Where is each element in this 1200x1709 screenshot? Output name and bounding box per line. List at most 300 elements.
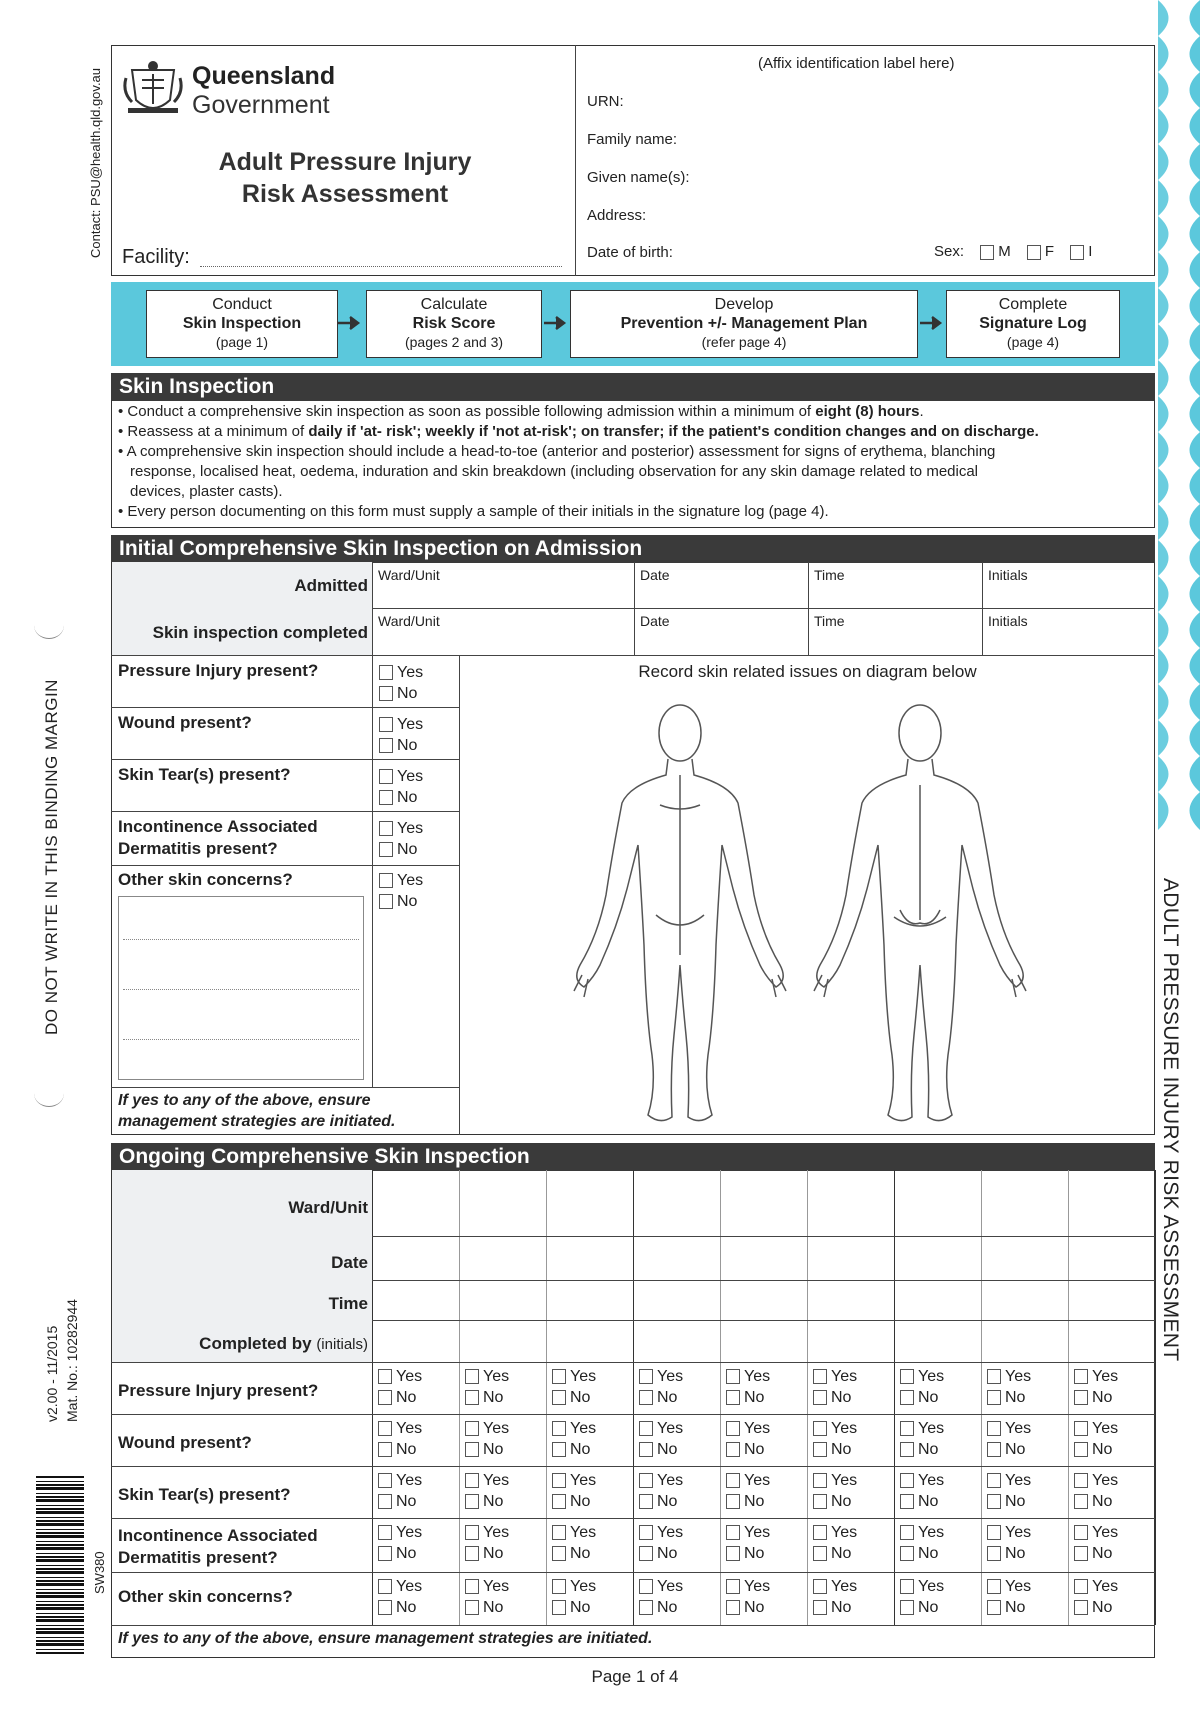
- no-label: No: [744, 1389, 765, 1406]
- yes-label: Yes: [1005, 1368, 1032, 1385]
- ongoing-time-label: Time: [328, 1294, 368, 1313]
- ongoing-wound-options: [726, 1418, 770, 1460]
- ongoing-pressure-injury-yes-checkbox[interactable]: [465, 1369, 479, 1384]
- ongoing-other-no-checkbox[interactable]: [813, 1600, 827, 1615]
- ongoing-other-no-checkbox[interactable]: [900, 1600, 914, 1615]
- ongoing-other-yes-checkbox[interactable]: [378, 1579, 392, 1594]
- admitted-ward-unit-field[interactable]: Ward/Unit: [378, 567, 440, 583]
- ongoing-other-options: [726, 1576, 770, 1618]
- yes-label: Yes: [744, 1578, 771, 1595]
- ongoing-skin-tear-yes-checkbox[interactable]: [726, 1473, 740, 1488]
- ongoing-skin-tear-no-checkbox[interactable]: [1074, 1494, 1088, 1509]
- instruction-4: • Every person documenting on this form must supply a sample of their initials in the signature log (page 4).: [118, 503, 829, 520]
- yes-label: Yes: [918, 1368, 945, 1385]
- ongoing-pressure-injury-options: [639, 1366, 683, 1408]
- ongoing-other-no-checkbox[interactable]: [987, 1600, 1001, 1615]
- no-label: No: [397, 789, 418, 806]
- yes-label: Yes: [483, 1524, 510, 1541]
- ongoing-pressure-injury-options: [726, 1366, 770, 1408]
- ongoing-skin-tear-options: [552, 1470, 596, 1512]
- no-label: No: [1005, 1545, 1026, 1562]
- no-label: No: [744, 1599, 765, 1616]
- ongoing-iad-label: [118, 1525, 318, 1569]
- ongoing-pressure-injury-no-checkbox[interactable]: [900, 1390, 914, 1405]
- ongoing-iad-options: [813, 1522, 857, 1564]
- ongoing-wound-yes-checkbox[interactable]: [639, 1421, 653, 1436]
- dob-label: Date of birth:: [587, 244, 673, 261]
- sex-label: Sex:: [934, 243, 965, 260]
- initial-skin-tear-label: Skin Tear(s) present?: [118, 765, 291, 784]
- yes-label: Yes: [918, 1472, 945, 1489]
- ongoing-wound-label: Wound present?: [118, 1433, 252, 1452]
- initial-pi-no-checkbox[interactable]: [379, 686, 393, 701]
- no-label: No: [831, 1441, 852, 1458]
- ongoing-wound-no-checkbox[interactable]: [552, 1442, 566, 1457]
- ongoing-pressure-injury-yes-checkbox[interactable]: [552, 1369, 566, 1384]
- ongoing-iad-no-checkbox[interactable]: [1074, 1546, 1088, 1561]
- no-label: No: [657, 1493, 678, 1510]
- no-label: No: [657, 1545, 678, 1562]
- sex-m-checkbox[interactable]: [980, 245, 994, 260]
- facility-field[interactable]: [200, 265, 562, 267]
- instruction-1: • Conduct a comprehensive skin inspection as soon as possible following admission within a minimum of eight (8) hours.: [118, 403, 924, 420]
- no-label: No: [396, 1389, 417, 1406]
- no-label: No: [831, 1599, 852, 1616]
- yes-label: Yes: [918, 1578, 945, 1595]
- ongoing-other-no-checkbox[interactable]: [639, 1600, 653, 1615]
- ongoing-pressure-injury-no-checkbox[interactable]: [813, 1390, 827, 1405]
- completed-date-field[interactable]: Date: [640, 613, 670, 629]
- no-label: No: [570, 1441, 591, 1458]
- no-label: No: [397, 893, 418, 910]
- ongoing-iad-yes-checkbox[interactable]: [1074, 1525, 1088, 1540]
- yes-label: Yes: [657, 1420, 684, 1437]
- ongoing-iad-no-checkbox[interactable]: [552, 1546, 566, 1561]
- ongoing-skin-tear-options: [1074, 1470, 1118, 1512]
- ongoing-wound-options: [465, 1418, 509, 1460]
- ongoing-pressure-injury-yes-checkbox[interactable]: [900, 1369, 914, 1384]
- ongoing-pressure-injury-yes-checkbox[interactable]: [726, 1369, 740, 1384]
- ongoing-pressure-injury-no-checkbox[interactable]: [378, 1390, 392, 1405]
- no-label: No: [918, 1545, 939, 1562]
- ongoing-wound-yes-checkbox[interactable]: [987, 1421, 1001, 1436]
- yes-label: Yes: [483, 1472, 510, 1489]
- initial-wound-no-checkbox[interactable]: [379, 738, 393, 753]
- ongoing-iad-options: [552, 1522, 596, 1564]
- no-label: No: [483, 1493, 504, 1510]
- no-label: No: [483, 1599, 504, 1616]
- yes-label: Yes: [831, 1472, 858, 1489]
- ongoing-wound-options: [1074, 1418, 1118, 1460]
- ongoing-other-options: [987, 1576, 1031, 1618]
- form-title: [120, 146, 570, 210]
- initial-other-yes-checkbox[interactable]: [379, 873, 393, 888]
- yes-label: Yes: [1092, 1368, 1119, 1385]
- sex-field: [934, 243, 1092, 260]
- ongoing-skin-tear-yes-checkbox[interactable]: [1074, 1473, 1088, 1488]
- ongoing-skin-tear-yes-checkbox[interactable]: [900, 1473, 914, 1488]
- ongoing-other-concerns-label: Other skin concerns?: [118, 1587, 293, 1606]
- sex-i-checkbox[interactable]: [1070, 245, 1084, 260]
- instruction-3-cont2: devices, plaster casts).: [130, 483, 283, 500]
- ongoing-wound-yes-checkbox[interactable]: [813, 1421, 827, 1436]
- step-management-plan: [570, 290, 918, 358]
- ongoing-wound-options: [900, 1418, 944, 1460]
- no-label: No: [1092, 1599, 1113, 1616]
- ongoing-pressure-injury-no-checkbox[interactable]: [552, 1390, 566, 1405]
- step4-top: Complete: [998, 296, 1068, 313]
- ongoing-other-options: [552, 1576, 596, 1618]
- ongoing-iad-no-checkbox[interactable]: [639, 1546, 653, 1561]
- ongoing-other-options: [465, 1576, 509, 1618]
- ongoing-iad-options: [900, 1522, 944, 1564]
- ongoing-iad-yes-checkbox[interactable]: [465, 1525, 479, 1540]
- yes-label: Yes: [1092, 1472, 1119, 1489]
- ongoing-other-no-checkbox[interactable]: [378, 1600, 392, 1615]
- ongoing-skin-tear-no-checkbox[interactable]: [813, 1494, 827, 1509]
- initial-iad-label-line2: Dermatitis present?: [118, 839, 278, 858]
- no-label: No: [570, 1545, 591, 1562]
- ongoing-wound-options: [552, 1418, 596, 1460]
- ongoing-pressure-injury-no-checkbox[interactable]: [639, 1390, 653, 1405]
- ongoing-pressure-injury-options: [900, 1366, 944, 1408]
- initial-pressure-injury-options: [379, 662, 423, 704]
- sex-f-checkbox[interactable]: [1027, 245, 1041, 260]
- yes-label: Yes: [744, 1524, 771, 1541]
- ongoing-wound-yes-checkbox[interactable]: [552, 1421, 566, 1436]
- arrow-icon: [544, 314, 570, 332]
- ongoing-ward-unit-label: Ward/Unit: [288, 1198, 368, 1217]
- no-label: No: [396, 1441, 417, 1458]
- ongoing-other-options: [639, 1576, 683, 1618]
- punch-hole-bottom: [34, 1080, 64, 1107]
- initial-st-yes-checkbox[interactable]: [379, 769, 393, 784]
- ongoing-pressure-injury-options: [465, 1366, 509, 1408]
- yes-label: Yes: [744, 1368, 771, 1385]
- ongoing-skin-tear-no-checkbox[interactable]: [465, 1494, 479, 1509]
- ongoing-skin-tear-no-checkbox[interactable]: [726, 1494, 740, 1509]
- admitted-time-field[interactable]: Time: [814, 567, 845, 583]
- ongoing-iad-no-checkbox[interactable]: [900, 1546, 914, 1561]
- body-diagram[interactable]: [560, 695, 1060, 1130]
- ongoing-completed-by-label: [112, 1334, 368, 1354]
- step-risk-score: [366, 290, 542, 358]
- initial-note: [118, 1090, 395, 1132]
- ongoing-pressure-injury-yes-checkbox[interactable]: [378, 1369, 392, 1384]
- yes-label: Yes: [831, 1420, 858, 1437]
- no-label: No: [657, 1441, 678, 1458]
- yes-label: Yes: [483, 1420, 510, 1437]
- sex-i-label: I: [1088, 243, 1093, 260]
- completed-by-initials-hint: (initials): [316, 1336, 368, 1353]
- yes-label: Yes: [570, 1524, 597, 1541]
- step4-sub: (page 4): [1006, 334, 1060, 350]
- ongoing-skin-tear-no-checkbox[interactable]: [639, 1494, 653, 1509]
- ongoing-iad-yes-checkbox[interactable]: [378, 1525, 392, 1540]
- no-label: No: [657, 1599, 678, 1616]
- admitted-initials-field[interactable]: Initials: [988, 567, 1028, 583]
- ongoing-pressure-injury-no-checkbox[interactable]: [1074, 1390, 1088, 1405]
- ongoing-pressure-injury-options: [552, 1366, 596, 1408]
- no-label: No: [1005, 1441, 1026, 1458]
- ongoing-wound-no-checkbox[interactable]: [639, 1442, 653, 1457]
- ongoing-date-label: Date: [331, 1253, 368, 1272]
- step4-bold: Signature Log: [979, 315, 1087, 332]
- ongoing-pressure-injury-no-checkbox[interactable]: [987, 1390, 1001, 1405]
- completed-ward-unit-field[interactable]: Ward/Unit: [378, 613, 440, 629]
- yes-label: Yes: [918, 1524, 945, 1541]
- no-label: No: [397, 685, 418, 702]
- initial-other-options: [379, 870, 423, 912]
- ongoing-pressure-injury-no-checkbox[interactable]: [726, 1390, 740, 1405]
- ongoing-wound-yes-checkbox[interactable]: [378, 1421, 392, 1436]
- ongoing-iad-no-checkbox[interactable]: [813, 1546, 827, 1561]
- ongoing-other-yes-checkbox[interactable]: [465, 1579, 479, 1594]
- skin-inspection-completed-label: Skin inspection completed: [152, 623, 368, 642]
- ongoing-skin-tear-no-checkbox[interactable]: [378, 1494, 392, 1509]
- yes-label: Yes: [831, 1578, 858, 1595]
- no-label: No: [831, 1493, 852, 1510]
- ongoing-wound-options: [639, 1418, 683, 1460]
- ongoing-other-yes-checkbox[interactable]: [639, 1579, 653, 1594]
- ongoing-iad-yes-checkbox[interactable]: [900, 1525, 914, 1540]
- side-title: ADULT PRESSURE INJURY RISK ASSESSMENT: [1159, 878, 1182, 1362]
- no-label: No: [831, 1389, 852, 1406]
- ongoing-iad-no-checkbox[interactable]: [726, 1546, 740, 1561]
- initial-pi-yes-checkbox[interactable]: [379, 665, 393, 680]
- ongoing-skin-tear-yes-checkbox[interactable]: [639, 1473, 653, 1488]
- ongoing-wound-options: [987, 1418, 1031, 1460]
- no-label: No: [1005, 1599, 1026, 1616]
- initial-iad-yes-checkbox[interactable]: [379, 821, 393, 836]
- instruction-3: • A comprehensive skin inspection should include a head-to-toe (anterior and posterior) assessment for signs of erythema, blanching: [118, 443, 996, 460]
- ongoing-wound-no-checkbox[interactable]: [465, 1442, 479, 1457]
- ongoing-iad-no-checkbox[interactable]: [378, 1546, 392, 1561]
- no-label: No: [396, 1545, 417, 1562]
- initial-iad-options: [379, 818, 423, 860]
- ongoing-pressure-injury-no-checkbox[interactable]: [465, 1390, 479, 1405]
- ongoing-wound-options: [813, 1418, 857, 1460]
- ongoing-other-no-checkbox[interactable]: [1074, 1600, 1088, 1615]
- yes-label: Yes: [397, 820, 424, 837]
- ongoing-skin-tear-options: [639, 1470, 683, 1512]
- ongoing-pressure-injury-options: [378, 1366, 422, 1408]
- body-front-outline: [574, 705, 786, 1121]
- yes-label: Yes: [396, 1420, 423, 1437]
- yes-label: Yes: [657, 1578, 684, 1595]
- ongoing-inspection-heading: Ongoing Comprehensive Skin Inspection: [111, 1143, 1155, 1171]
- contact-email: Contact: PSU@health.qld.gov.au: [88, 67, 103, 258]
- yes-label: Yes: [1005, 1420, 1032, 1437]
- yes-label: Yes: [657, 1472, 684, 1489]
- no-label: No: [744, 1441, 765, 1458]
- ongoing-other-yes-checkbox[interactable]: [1074, 1579, 1088, 1594]
- initial-wound-label: Wound present?: [118, 713, 252, 732]
- ongoing-iad-options: [639, 1522, 683, 1564]
- no-label: No: [1092, 1545, 1113, 1562]
- no-label: No: [483, 1545, 504, 1562]
- ongoing-skin-tear-no-checkbox[interactable]: [987, 1494, 1001, 1509]
- ongoing-skin-tear-yes-checkbox[interactable]: [987, 1473, 1001, 1488]
- ongoing-other-no-checkbox[interactable]: [465, 1600, 479, 1615]
- initial-wound-options: [379, 714, 423, 756]
- other-concerns-notes-box[interactable]: [118, 896, 364, 1080]
- ongoing-other-no-checkbox[interactable]: [552, 1600, 566, 1615]
- no-label: No: [918, 1389, 939, 1406]
- ongoing-iad-yes-checkbox[interactable]: [813, 1525, 827, 1540]
- family-name-label: Family name:: [587, 131, 678, 148]
- initial-note-line2: management strategies are initiated.: [118, 1113, 396, 1130]
- ongoing-skin-tear-options: [465, 1470, 509, 1512]
- yes-label: Yes: [918, 1420, 945, 1437]
- diagram-caption: Record skin related issues on diagram below: [638, 662, 977, 681]
- ongoing-pressure-injury-yes-checkbox[interactable]: [639, 1369, 653, 1384]
- yes-label: Yes: [657, 1524, 684, 1541]
- ongoing-skin-tear-no-checkbox[interactable]: [552, 1494, 566, 1509]
- no-label: No: [570, 1389, 591, 1406]
- ongoing-skin-tear-yes-checkbox[interactable]: [465, 1473, 479, 1488]
- ongoing-pressure-injury-label: Pressure Injury present?: [118, 1381, 319, 1400]
- ongoing-wound-no-checkbox[interactable]: [987, 1442, 1001, 1457]
- arrow-icon: [920, 314, 946, 332]
- ongoing-skin-tear-no-checkbox[interactable]: [900, 1494, 914, 1509]
- initial-pressure-injury-label: Pressure Injury present?: [118, 661, 319, 680]
- ongoing-iad-options: [465, 1522, 509, 1564]
- no-label: No: [918, 1493, 939, 1510]
- yes-label: Yes: [1092, 1420, 1119, 1437]
- ongoing-wound-yes-checkbox[interactable]: [900, 1421, 914, 1436]
- initial-other-concerns-label: Other skin concerns?: [118, 870, 293, 889]
- ongoing-other-yes-checkbox[interactable]: [552, 1579, 566, 1594]
- ongoing-skin-tear-yes-checkbox[interactable]: [378, 1473, 392, 1488]
- ongoing-wound-no-checkbox[interactable]: [1074, 1442, 1088, 1457]
- initial-other-no-checkbox[interactable]: [379, 894, 393, 909]
- ongoing-other-options: [378, 1576, 422, 1618]
- yes-label: Yes: [657, 1368, 684, 1385]
- ongoing-other-yes-checkbox[interactable]: [987, 1579, 1001, 1594]
- no-label: No: [918, 1441, 939, 1458]
- initial-inspection-heading: Initial Comprehensive Skin Inspection on Admission: [111, 535, 1155, 563]
- ongoing-skin-tear-label: Skin Tear(s) present?: [118, 1485, 291, 1504]
- ongoing-pressure-injury-yes-checkbox[interactable]: [813, 1369, 827, 1384]
- org-name-line2: Government: [192, 91, 330, 119]
- initial-wound-yes-checkbox[interactable]: [379, 717, 393, 732]
- ongoing-skin-tear-options: [813, 1470, 857, 1512]
- no-label: No: [570, 1599, 591, 1616]
- ongoing-skin-tear-yes-checkbox[interactable]: [552, 1473, 566, 1488]
- barcode: [36, 1476, 84, 1654]
- affix-label-text: (Affix identification label here): [758, 55, 955, 72]
- no-label: No: [397, 737, 418, 754]
- no-label: No: [396, 1599, 417, 1616]
- ongoing-skin-tear-yes-checkbox[interactable]: [813, 1473, 827, 1488]
- skin-inspection-heading: Skin Inspection: [111, 373, 1155, 401]
- yes-label: Yes: [1005, 1578, 1032, 1595]
- completed-initials-field[interactable]: Initials: [988, 613, 1028, 629]
- initial-iad-no-checkbox[interactable]: [379, 842, 393, 857]
- yes-label: Yes: [831, 1524, 858, 1541]
- ongoing-wound-yes-checkbox[interactable]: [1074, 1421, 1088, 1436]
- ongoing-wound-no-checkbox[interactable]: [900, 1442, 914, 1457]
- instruction-2: • Reassess at a minimum of daily if 'at- risk'; weekly if 'not at-risk'; on transfer; if the patient's condition changes and on discharge.: [118, 423, 1039, 440]
- ongoing-note: If yes to any of the above, ensure management strategies are initiated.: [118, 1630, 653, 1647]
- ongoing-wound-no-checkbox[interactable]: [378, 1442, 392, 1457]
- binding-margin-warning: DO NOT WRITE IN THIS BINDING MARGIN: [42, 679, 61, 1035]
- page-number: Page 1 of 4: [591, 1667, 679, 1686]
- sex-m-label: M: [998, 243, 1011, 260]
- ongoing-other-options: [813, 1576, 857, 1618]
- ongoing-iad-options: [1074, 1522, 1118, 1564]
- yes-label: Yes: [744, 1472, 771, 1489]
- step1-sub: (page 1): [215, 334, 269, 350]
- no-label: No: [570, 1493, 591, 1510]
- ongoing-iad-no-checkbox[interactable]: [465, 1546, 479, 1561]
- queensland-crest-logo: [122, 58, 184, 118]
- ongoing-other-options: [1074, 1576, 1118, 1618]
- ongoing-pressure-injury-yes-checkbox[interactable]: [1074, 1369, 1088, 1384]
- form-title-line1: Adult Pressure Injury: [218, 148, 472, 176]
- ongoing-wound-no-checkbox[interactable]: [813, 1442, 827, 1457]
- form-code: SW380: [92, 1551, 107, 1594]
- skin-inspection-instructions: [111, 400, 1155, 528]
- ongoing-wound-yes-checkbox[interactable]: [465, 1421, 479, 1436]
- ongoing-other-yes-checkbox[interactable]: [726, 1579, 740, 1594]
- ongoing-pressure-injury-options: [987, 1366, 1031, 1408]
- ongoing-other-yes-checkbox[interactable]: [900, 1579, 914, 1594]
- org-name-line1: Queensland: [192, 62, 336, 90]
- ongoing-wound-options: [378, 1418, 422, 1460]
- ongoing-pressure-injury-yes-checkbox[interactable]: [987, 1369, 1001, 1384]
- step3-bold: Prevention +/- Management Plan: [620, 315, 868, 332]
- no-label: No: [744, 1545, 765, 1562]
- facility-label: Facility:: [122, 246, 190, 268]
- yes-label: Yes: [744, 1420, 771, 1437]
- no-label: No: [483, 1389, 504, 1406]
- ongoing-iad-no-checkbox[interactable]: [987, 1546, 1001, 1561]
- step1-top: Conduct: [212, 296, 272, 313]
- initial-note-line1: If yes to any of the above, ensure: [118, 1092, 371, 1109]
- no-label: No: [744, 1493, 765, 1510]
- yes-label: Yes: [570, 1420, 597, 1437]
- given-names-label: Given name(s):: [587, 169, 690, 186]
- ongoing-other-no-checkbox[interactable]: [726, 1600, 740, 1615]
- ongoing-other-options: [900, 1576, 944, 1618]
- yes-label: Yes: [1092, 1524, 1119, 1541]
- yes-label: Yes: [1092, 1578, 1119, 1595]
- yes-label: Yes: [397, 664, 424, 681]
- no-label: No: [1092, 1441, 1113, 1458]
- ongoing-wound-yes-checkbox[interactable]: [726, 1421, 740, 1436]
- yes-label: Yes: [397, 716, 424, 733]
- yes-label: Yes: [483, 1578, 510, 1595]
- ongoing-iad-yes-checkbox[interactable]: [987, 1525, 1001, 1540]
- address-label: Address:: [587, 207, 647, 224]
- initial-iad-label-line1: Incontinence Associated: [118, 817, 318, 836]
- ongoing-iad-yes-checkbox[interactable]: [726, 1525, 740, 1540]
- completed-time-field[interactable]: Time: [814, 613, 845, 629]
- admitted-date-field[interactable]: Date: [640, 567, 670, 583]
- step2-bold: Risk Score: [412, 315, 496, 332]
- ongoing-other-yes-checkbox[interactable]: [813, 1579, 827, 1594]
- yes-label: Yes: [396, 1368, 423, 1385]
- initial-st-no-checkbox[interactable]: [379, 790, 393, 805]
- yes-label: Yes: [397, 872, 424, 889]
- ongoing-wound-no-checkbox[interactable]: [726, 1442, 740, 1457]
- no-label: No: [918, 1599, 939, 1616]
- ongoing-iad-yes-checkbox[interactable]: [552, 1525, 566, 1540]
- ongoing-iad-yes-checkbox[interactable]: [639, 1525, 653, 1540]
- yes-label: Yes: [570, 1578, 597, 1595]
